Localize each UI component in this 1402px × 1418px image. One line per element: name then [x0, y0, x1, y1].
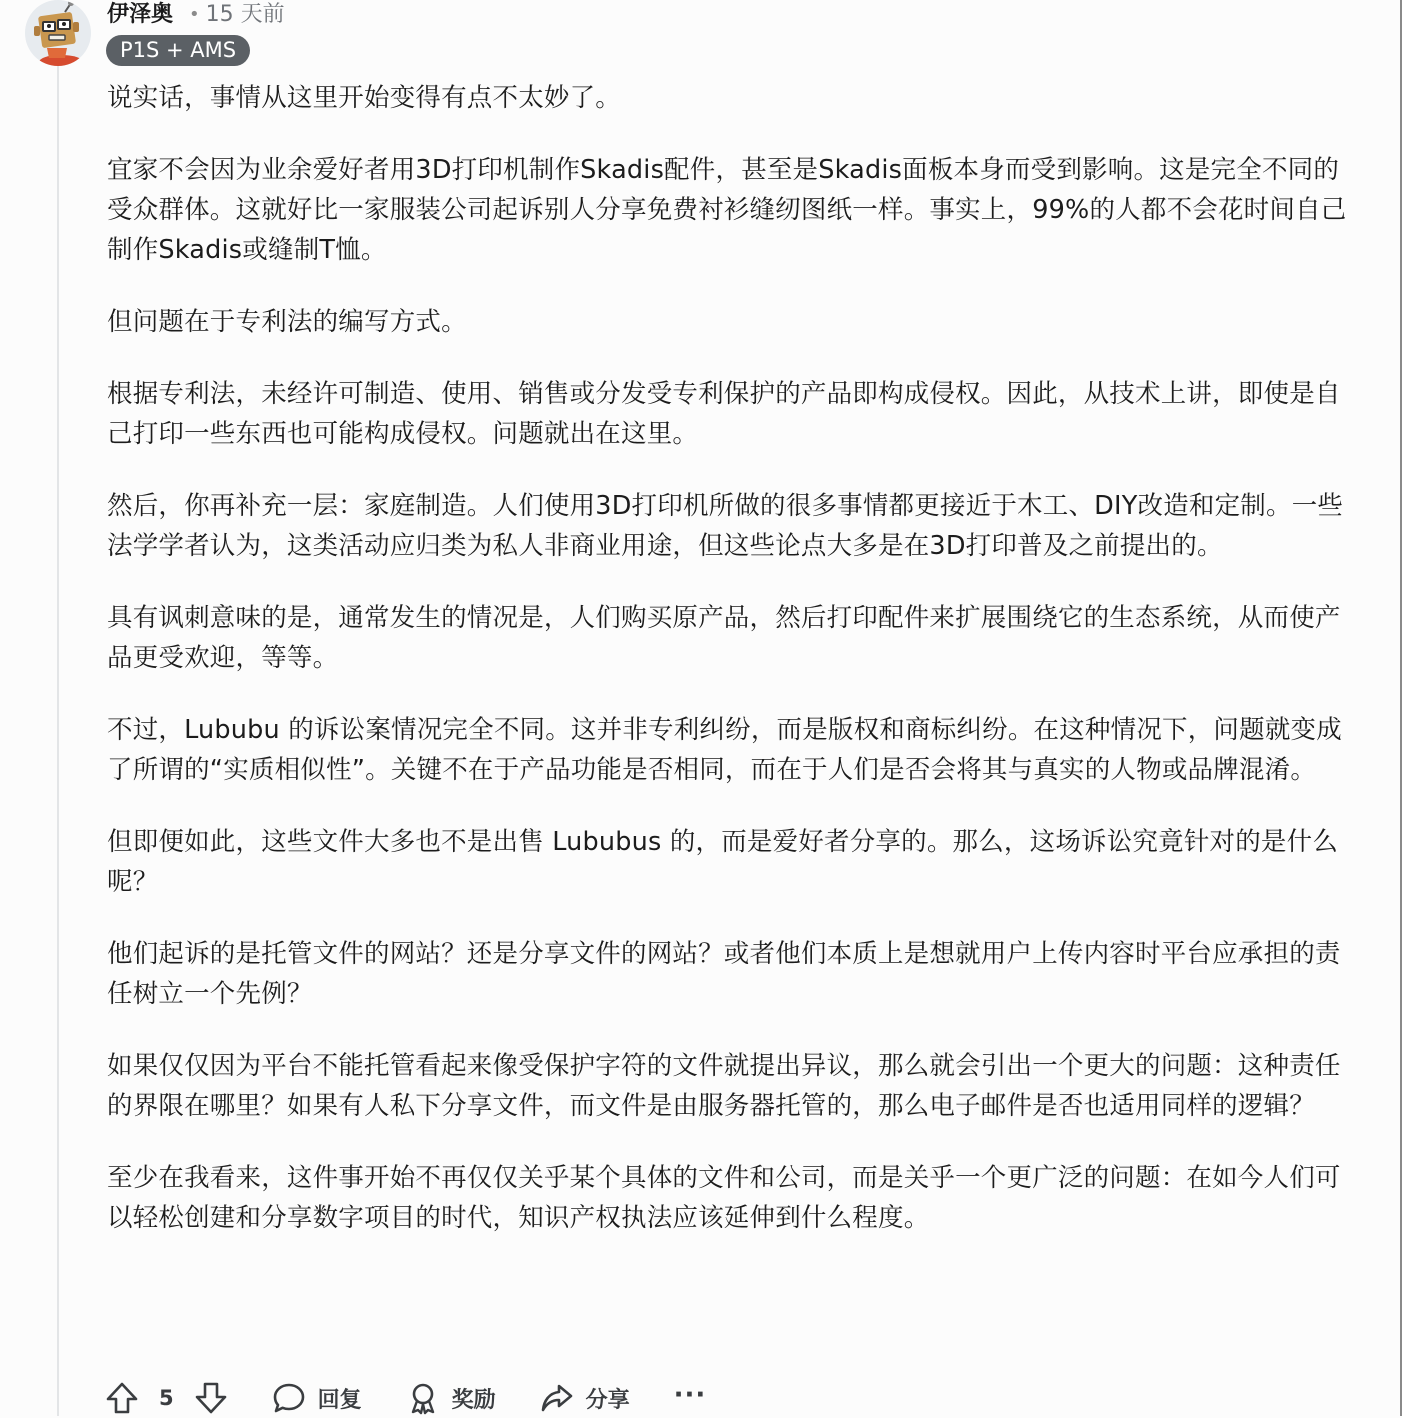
user-flair: P1S + AMS — [106, 35, 250, 66]
robot-avatar-icon — [25, 0, 91, 66]
comment-body — [107, 78, 1347, 1270]
separator-dot: • — [189, 4, 200, 25]
comment-paragraph: 至少在我看来，这件事开始不再仅仅关乎某个具体的文件和公司，而是关乎一个更广泛的问题：在如今人们可以轻松创建和分享数字项目的时代，知识产权执法应该延伸到什么程度。 — [107, 1163, 1341, 1233]
comment-paragraph: 说实话，事情从这里开始变得有点不太妙了。 — [107, 83, 622, 113]
author-name[interactable]: 伊泽奥 — [107, 2, 174, 27]
upvote-arrow-icon — [105, 1381, 139, 1415]
more-options-button[interactable]: ··· — [673, 1380, 707, 1410]
timestamp[interactable]: 15 天前 — [205, 2, 285, 27]
avatar[interactable] — [25, 0, 91, 66]
comment-action-bar — [105, 1378, 706, 1418]
award-button[interactable] — [406, 1381, 496, 1415]
comment-paragraph: 如果仅仅因为平台不能托管看起来像受保护字符的文件就提出异议，那么就会引出一个更大的问题：这种责任的界限在哪里？如果有人私下分享文件，而文件是由服务器托管的，那么电子邮件是否也适用同样的逻辑？ — [107, 1051, 1341, 1121]
comment-paragraph: 根据专利法，未经许可制造、使用、销售或分发受专利保护的产品即构成侵权。因此，从技术上讲，即使是自己打印一些东西也可能构成侵权。问题就出在这里。 — [107, 379, 1341, 449]
speech-bubble-icon — [272, 1381, 306, 1415]
comment-paragraph: 但即便如此，这些文件大多也不是出售 Lububus 的，而是爱好者分享的。那么，这场诉讼究竟针对的是什么呢？ — [107, 827, 1339, 897]
share-button[interactable] — [540, 1381, 630, 1415]
comment-header — [107, 0, 285, 30]
share-label: 分享 — [585, 1387, 630, 1413]
upvote-button[interactable] — [105, 1381, 139, 1415]
thread-line[interactable] — [57, 66, 59, 1416]
award-medal-icon — [406, 1381, 440, 1415]
comment-paragraph: 但问题在于专利法的编写方式。 — [107, 307, 467, 337]
comment-paragraph: 宜家不会因为业余爱好者用3D打印机制作Skadis配件，甚至是Skadis面板本身而受到影响。这是完全不同的受众群体。这就好比一家服装公司起诉别人分享免费衬衫缝纫图纸一样。事实上，99%的人都不会花时间自己制作Skadis或缝制T恤。 — [107, 155, 1347, 265]
share-arrow-icon — [540, 1381, 574, 1415]
reply-label: 回复 — [317, 1387, 362, 1413]
reply-button[interactable] — [272, 1381, 362, 1415]
award-label: 奖励 — [451, 1387, 496, 1413]
downvote-arrow-icon — [194, 1381, 228, 1415]
vote-count: 5 — [159, 1386, 174, 1410]
comment-paragraph: 不过，Lububu 的诉讼案情况完全不同。这并非专利纠纷，而是版权和商标纠纷。在这种情况下，问题就变成了所谓的“实质相似性”。关键不在于产品功能是否相同，而在于人们是否会将其与真实的人物或品牌混淆。 — [107, 715, 1342, 785]
comment-paragraph: 具有讽刺意味的是，通常发生的情况是，人们购买原产品，然后打印配件来扩展围绕它的生态系统，从而使产品更受欢迎，等等。 — [107, 603, 1341, 673]
comment-paragraph: 他们起诉的是托管文件的网站？还是分享文件的网站？或者他们本质上是想就用户上传内容时平台应承担的责任树立一个先例？ — [107, 939, 1341, 1009]
downvote-button[interactable] — [194, 1381, 228, 1415]
comment-paragraph: 然后，你再补充一层：家庭制造。人们使用3D打印机所做的很多事情都更接近于木工、DIY改造和定制。一些法学学者认为，这类活动应归类为私人非商业用途，但这些论点大多是在3D打印普及之前提出的。 — [107, 491, 1344, 561]
